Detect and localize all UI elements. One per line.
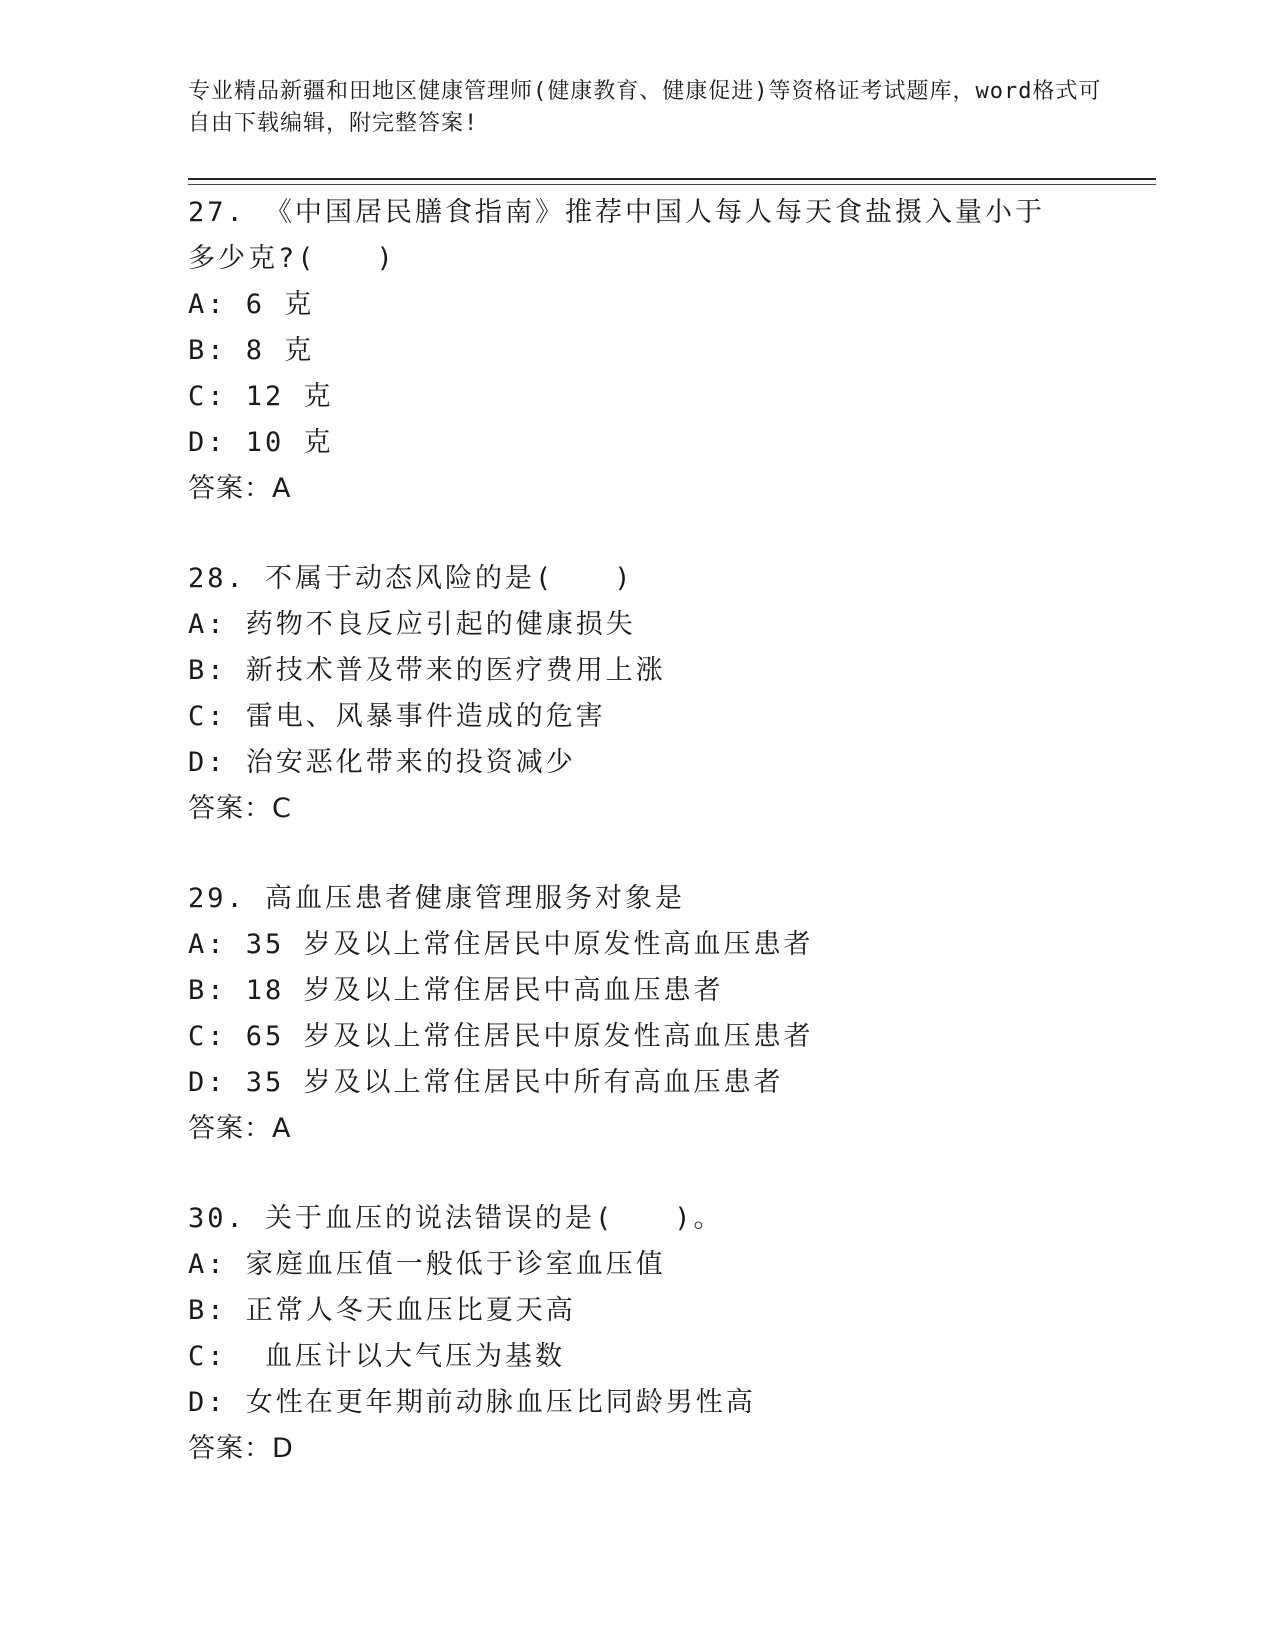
question-stem: 27. 《中国居民膳食指南》推荐中国人每人每天食盐摄入量小于多少克?( ) [188,197,1046,274]
option-a: A: 家庭血压值一般低于诊室血压值 [188,1249,666,1280]
answer-line: 答案：D [188,1433,294,1464]
header-divider-thin [188,184,1156,185]
option-c: C: 雷电、风暴事件造成的危害 [188,701,606,732]
option-d: D: 女性在更年期前动脉血压比同龄男性高 [188,1387,756,1418]
option-c: C: 12 克 [188,381,334,412]
option-b: B: 8 克 [188,335,315,366]
question-list [188,190,1108,1516]
option-d: D: 35 岁及以上常住居民中所有高血压患者 [188,1067,784,1098]
option-d: D: 10 克 [188,427,334,458]
answer-line: 答案：A [188,1113,292,1144]
option-b: B: 新技术普及带来的医疗费用上涨 [188,655,666,686]
question-item [188,876,1108,1152]
question-item [188,190,1108,512]
document-header-note: 专业精品新疆和田地区健康管理师(健康教育、健康促进)等资格证考试题库，word格式可自由下载编辑，附完整答案! [188,79,1102,136]
option-c: C: 血压计以大气压为基数 [188,1341,566,1372]
answer-line: 答案：A [188,473,292,504]
question-stem: 29. 高血压患者健康管理服务对象是 [188,883,686,914]
header-divider-thick [188,178,1156,180]
question-item [188,556,1108,832]
option-b: B: 正常人冬天血压比夏天高 [188,1295,576,1326]
question-item [188,1196,1108,1472]
option-a: A: 35 岁及以上常住居民中原发性高血压患者 [188,929,814,960]
option-b: B: 18 岁及以上常住居民中高血压患者 [188,975,724,1006]
option-a: A: 6 克 [188,289,315,320]
question-stem: 30. 关于血压的说法错误的是( )。 [188,1203,724,1234]
option-c: C: 65 岁及以上常住居民中原发性高血压患者 [188,1021,814,1052]
answer-line: 答案：C [188,793,292,824]
option-d: D: 治安恶化带来的投资减少 [188,747,576,778]
option-a: A: 药物不良反应引起的健康损失 [188,609,636,640]
question-stem: 28. 不属于动态风险的是( ) [188,563,634,594]
